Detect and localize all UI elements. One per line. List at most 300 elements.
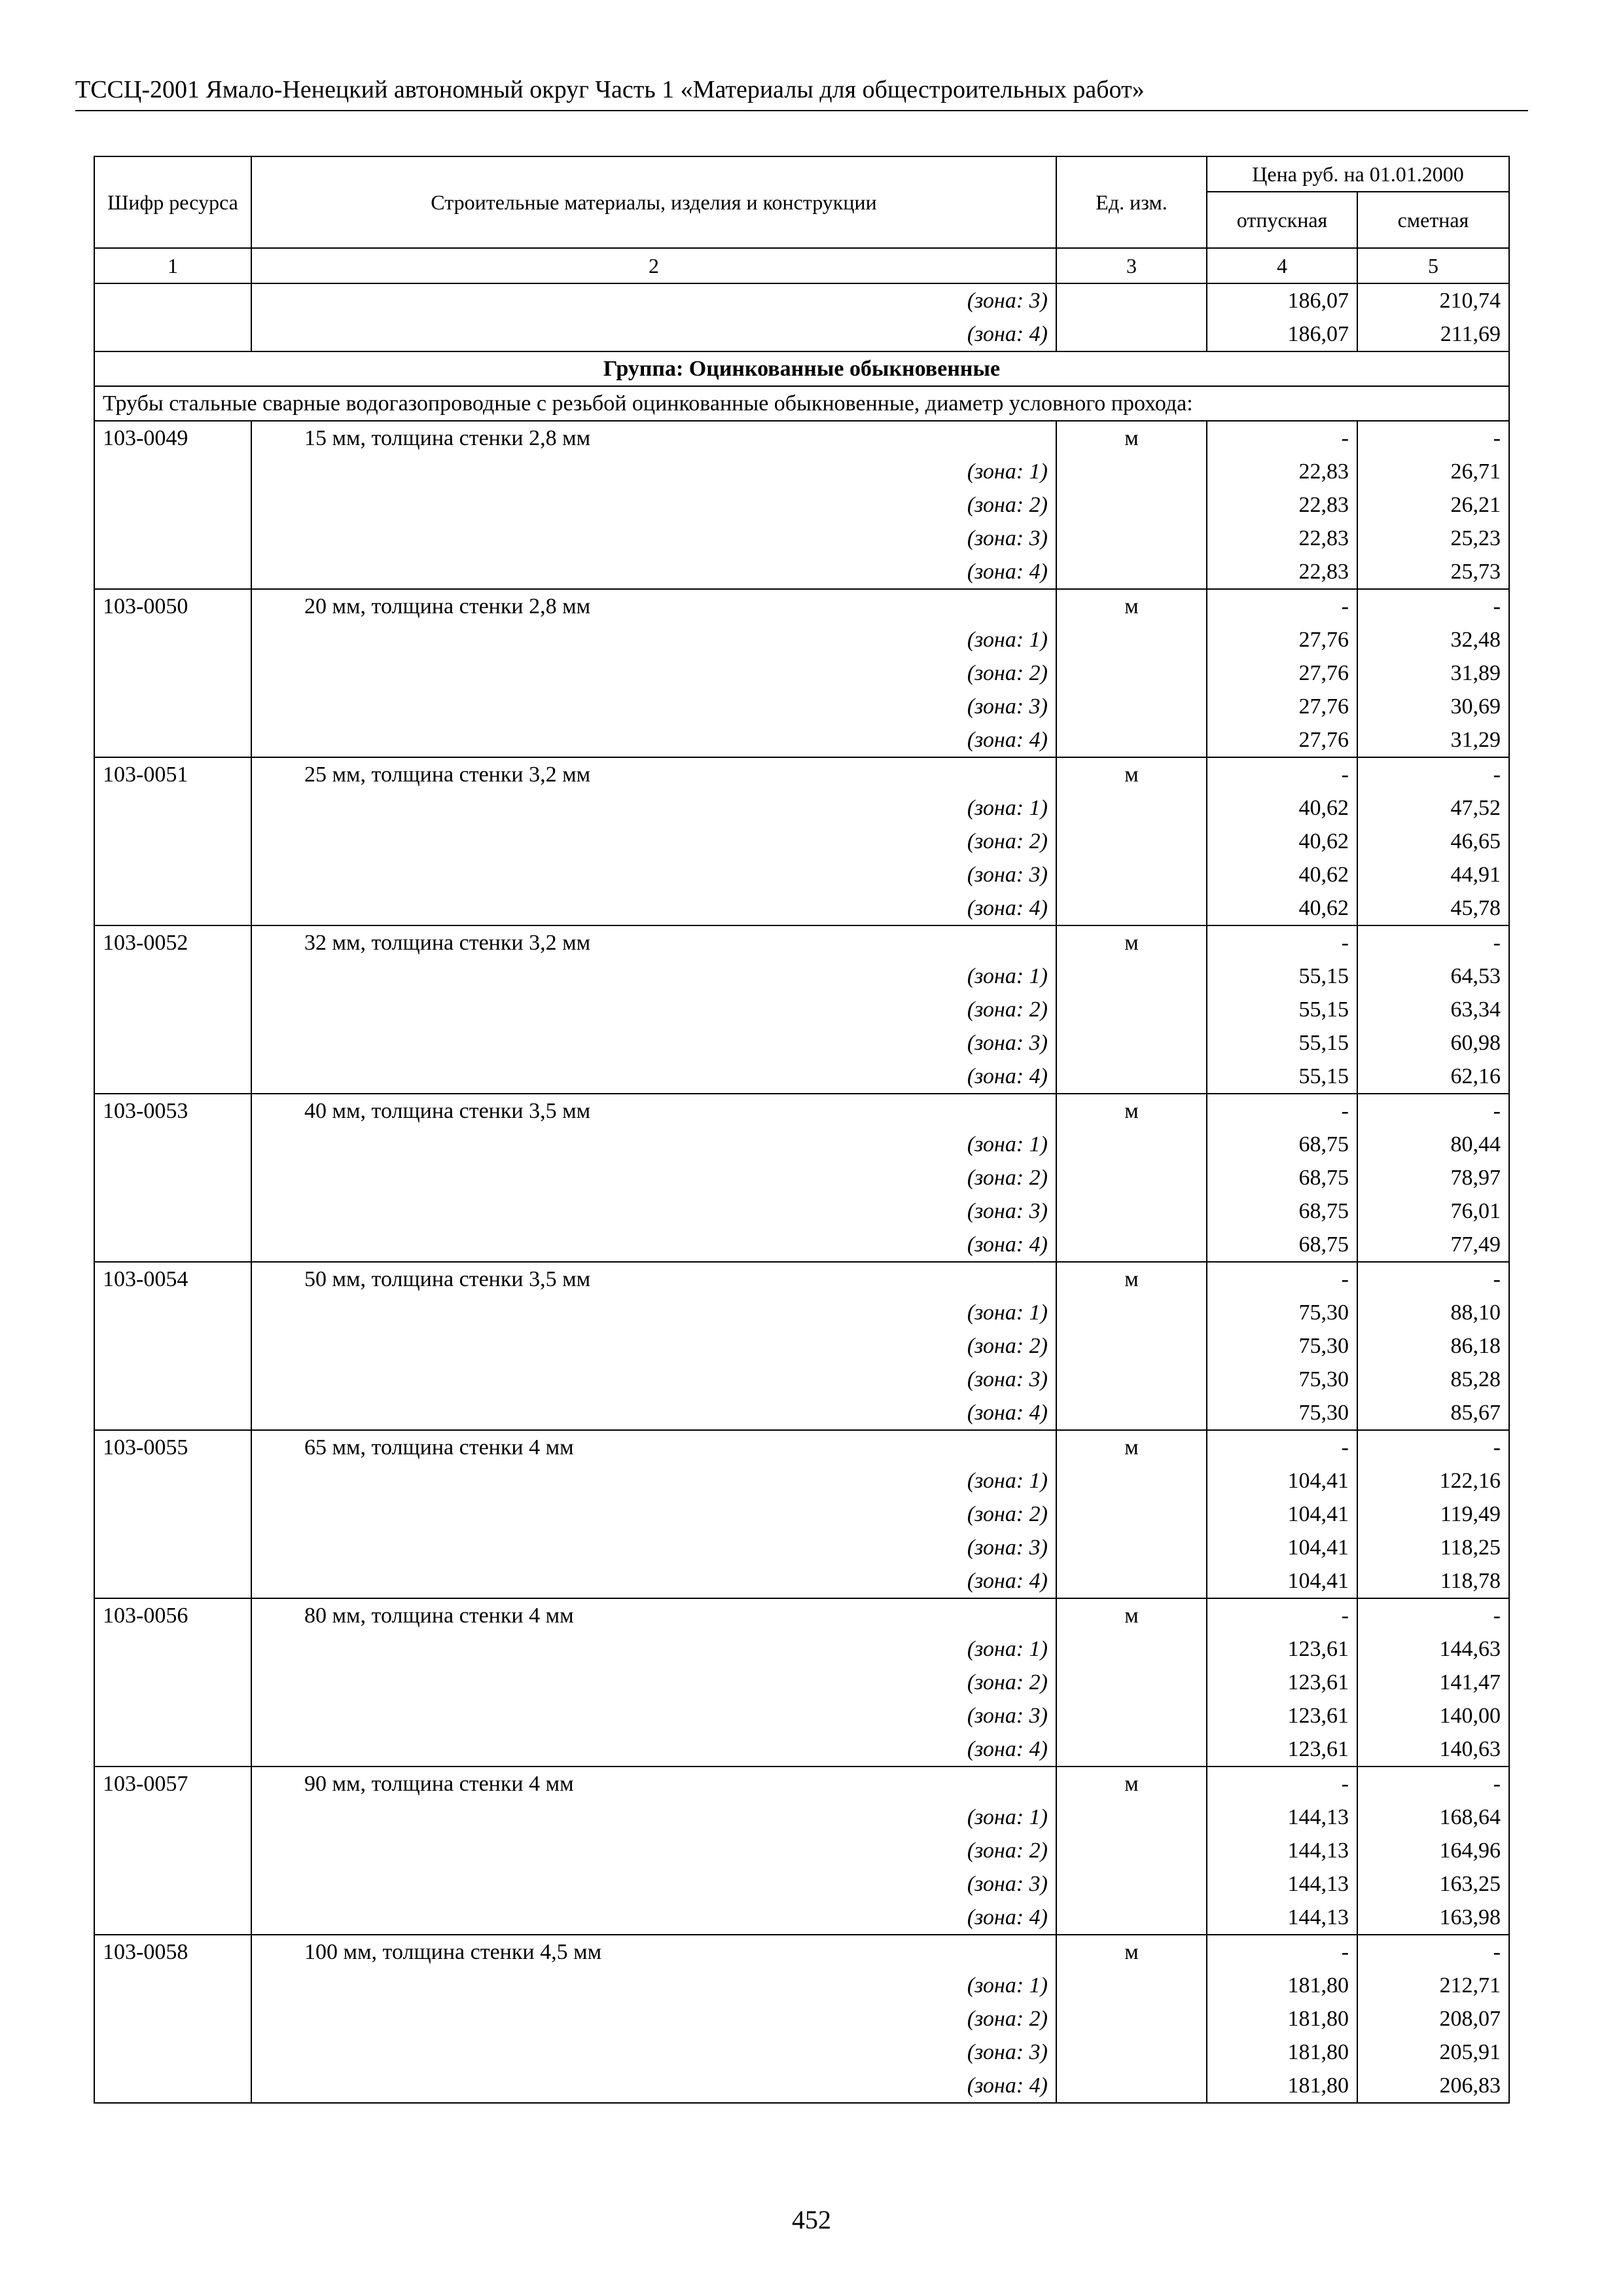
zone-row — [94, 791, 1509, 825]
zone-label: (зона: 1) — [251, 791, 1056, 825]
item-unit: м — [1056, 1262, 1207, 1296]
estimate-price: 118,25 — [1357, 1531, 1509, 1564]
release-price: 181,80 — [1207, 1969, 1357, 2002]
estimate-price: - — [1357, 1430, 1509, 1464]
estimate-price: 31,89 — [1357, 656, 1509, 690]
release-price: 75,30 — [1207, 1363, 1357, 1396]
zone-row — [94, 858, 1509, 891]
code-cell — [94, 2002, 251, 2036]
table-header — [94, 156, 1509, 283]
release-price: 144,13 — [1207, 1901, 1357, 1935]
release-price: - — [1207, 757, 1357, 791]
zone-label: (зона: 2) — [251, 1834, 1056, 1867]
code-cell — [94, 1464, 251, 1498]
release-price: 75,30 — [1207, 1296, 1357, 1329]
unit-cell — [1056, 891, 1207, 925]
release-price: 22,83 — [1207, 555, 1357, 589]
zone-row — [94, 1128, 1509, 1161]
resource-code: 103-0054 — [94, 1262, 251, 1296]
release-price: 144,13 — [1207, 1834, 1357, 1867]
code-cell — [94, 1901, 251, 1935]
code-cell — [94, 825, 251, 858]
unit-cell — [1056, 623, 1207, 656]
code-cell — [94, 1228, 251, 1262]
unit-cell — [1056, 1834, 1207, 1867]
item-unit: м — [1056, 1094, 1207, 1128]
release-price: 123,61 — [1207, 1732, 1357, 1767]
zone-row — [94, 2002, 1509, 2036]
estimate-price: 122,16 — [1357, 1464, 1509, 1498]
item-name: 20 мм, толщина стенки 2,8 мм — [251, 589, 1056, 623]
zone-label: (зона: 4) — [251, 891, 1056, 925]
estimate-price: 76,01 — [1357, 1194, 1509, 1228]
estimate-price: 25,73 — [1357, 555, 1509, 589]
unit-cell — [1056, 1901, 1207, 1935]
zone-row — [94, 2036, 1509, 2069]
release-price: 75,30 — [1207, 1396, 1357, 1430]
zone-row — [94, 891, 1509, 925]
estimate-price: 168,64 — [1357, 1801, 1509, 1834]
code-cell — [94, 960, 251, 993]
release-price: 75,30 — [1207, 1329, 1357, 1363]
unit-cell — [1056, 993, 1207, 1026]
zone-row — [94, 1296, 1509, 1329]
zone-row — [94, 1161, 1509, 1194]
price-table — [94, 156, 1510, 2104]
resource-code: 103-0053 — [94, 1094, 251, 1128]
zone-row — [94, 1834, 1509, 1867]
item-name: 40 мм, толщина стенки 3,5 мм — [251, 1094, 1056, 1128]
item-row — [94, 757, 1509, 791]
estimate-price: - — [1357, 1262, 1509, 1296]
code-cell — [94, 1531, 251, 1564]
code-cell — [94, 1564, 251, 1598]
code-cell — [94, 858, 251, 891]
item-unit: м — [1056, 1935, 1207, 1969]
unit-cell — [1056, 1396, 1207, 1430]
document-header: ТССЦ-2001 Ямало-Ненецкий автономный округ Часть 1 «Материалы для общестроительных работ» — [75, 73, 1528, 111]
estimate-price: 64,53 — [1357, 960, 1509, 993]
item-name: 80 мм, толщина стенки 4 мм — [251, 1598, 1056, 1632]
release-price: 55,15 — [1207, 1026, 1357, 1060]
unit-cell — [1056, 1329, 1207, 1363]
item-name: 25 мм, толщина стенки 3,2 мм — [251, 757, 1056, 791]
release-price: 104,41 — [1207, 1564, 1357, 1598]
column-header-name: Строительные материалы, изделия и конструкции — [251, 156, 1056, 248]
zone-label: (зона: 1) — [251, 1296, 1056, 1329]
estimate-price: - — [1357, 421, 1509, 455]
unit-cell — [1056, 2069, 1207, 2103]
zone-row — [94, 1564, 1509, 1598]
zone-row — [94, 488, 1509, 522]
unit-cell — [1056, 1296, 1207, 1329]
code-cell — [94, 1329, 251, 1363]
group-description-row — [94, 386, 1509, 421]
zone-row — [94, 1732, 1509, 1767]
release-price: 68,75 — [1207, 1161, 1357, 1194]
unit-cell — [1056, 825, 1207, 858]
estimate-price: 80,44 — [1357, 1128, 1509, 1161]
column-header-unit: Ед. изм. — [1056, 156, 1207, 248]
unit-cell — [1056, 723, 1207, 757]
estimate-price: 163,98 — [1357, 1901, 1509, 1935]
zone-label: (зона: 2) — [251, 1329, 1056, 1363]
estimate-price: 26,21 — [1357, 488, 1509, 522]
code-cell — [94, 1161, 251, 1194]
release-price: 186,07 — [1207, 317, 1357, 351]
item-unit: м — [1056, 925, 1207, 960]
release-price: - — [1207, 589, 1357, 623]
code-cell — [94, 283, 251, 317]
column-header-price: Цена руб. на 01.01.2000 — [1207, 156, 1509, 192]
zone-row — [94, 1666, 1509, 1699]
zone-label: (зона: 1) — [251, 1969, 1056, 2002]
zone-label: (зона: 1) — [251, 1128, 1056, 1161]
estimate-price: 88,10 — [1357, 1296, 1509, 1329]
estimate-price: - — [1357, 589, 1509, 623]
zone-row — [94, 656, 1509, 690]
code-cell — [94, 1396, 251, 1430]
zone-row — [94, 555, 1509, 589]
zone-row — [94, 825, 1509, 858]
item-unit: м — [1056, 1430, 1207, 1464]
estimate-price: 118,78 — [1357, 1564, 1509, 1598]
unit-cell — [1056, 2036, 1207, 2069]
code-cell — [94, 1867, 251, 1901]
item-name: 32 мм, толщина стенки 3,2 мм — [251, 925, 1056, 960]
release-price: 22,83 — [1207, 522, 1357, 555]
zone-label: (зона: 4) — [251, 1228, 1056, 1262]
release-price: - — [1207, 421, 1357, 455]
code-cell — [94, 1969, 251, 2002]
zone-label: (зона: 2) — [251, 488, 1056, 522]
resource-code: 103-0049 — [94, 421, 251, 455]
estimate-price: 211,69 — [1357, 317, 1509, 351]
release-price: 55,15 — [1207, 1060, 1357, 1094]
estimate-price: 63,34 — [1357, 993, 1509, 1026]
zone-label: (зона: 3) — [251, 690, 1056, 723]
unit-cell — [1056, 1666, 1207, 1699]
unit-cell — [1056, 1969, 1207, 2002]
zone-label: (зона: 3) — [251, 858, 1056, 891]
zone-label: (зона: 4) — [251, 2069, 1056, 2103]
zone-row — [94, 1464, 1509, 1498]
zone-label: (зона: 2) — [251, 2002, 1056, 2036]
unit-cell — [1056, 555, 1207, 589]
estimate-price: 44,91 — [1357, 858, 1509, 891]
zone-label: (зона: 4) — [251, 317, 1056, 351]
item-unit: м — [1056, 1598, 1207, 1632]
estimate-price: 208,07 — [1357, 2002, 1509, 2036]
unit-cell — [1056, 1867, 1207, 1901]
item-row — [94, 589, 1509, 623]
zone-label: (зона: 2) — [251, 825, 1056, 858]
unit-cell — [1056, 791, 1207, 825]
item-name: 15 мм, толщина стенки 2,8 мм — [251, 421, 1056, 455]
zone-row — [94, 1901, 1509, 1935]
zone-label: (зона: 2) — [251, 1666, 1056, 1699]
estimate-price: 45,78 — [1357, 891, 1509, 925]
code-cell — [94, 2036, 251, 2069]
unit-cell — [1056, 1464, 1207, 1498]
code-cell — [94, 791, 251, 825]
zone-label: (зона: 1) — [251, 455, 1056, 488]
release-price: 68,75 — [1207, 1128, 1357, 1161]
zone-row — [94, 1329, 1509, 1363]
release-price: 40,62 — [1207, 791, 1357, 825]
release-price: 22,83 — [1207, 455, 1357, 488]
release-price: 144,13 — [1207, 1867, 1357, 1901]
zone-row — [94, 993, 1509, 1026]
release-price: 123,61 — [1207, 1632, 1357, 1666]
item-unit: м — [1056, 1767, 1207, 1801]
zone-label: (зона: 2) — [251, 1498, 1056, 1531]
unit-cell — [1056, 1128, 1207, 1161]
release-price: 55,15 — [1207, 993, 1357, 1026]
code-cell — [94, 623, 251, 656]
zone-row — [94, 960, 1509, 993]
zone-row — [94, 1699, 1509, 1732]
zone-label: (зона: 2) — [251, 656, 1056, 690]
zone-row — [94, 723, 1509, 757]
resource-code: 103-0058 — [94, 1935, 251, 1969]
code-cell — [94, 993, 251, 1026]
resource-code: 103-0057 — [94, 1767, 251, 1801]
zone-row — [94, 2069, 1509, 2103]
zone-row — [94, 1969, 1509, 2002]
code-cell — [94, 723, 251, 757]
unit-cell — [1056, 1228, 1207, 1262]
release-price: - — [1207, 1767, 1357, 1801]
estimate-price: 164,96 — [1357, 1834, 1509, 1867]
release-price: 55,15 — [1207, 960, 1357, 993]
estimate-price: 140,00 — [1357, 1699, 1509, 1732]
zone-row — [94, 1060, 1509, 1094]
unit-cell — [1056, 960, 1207, 993]
zone-label: (зона: 3) — [251, 1194, 1056, 1228]
estimate-price: 144,63 — [1357, 1632, 1509, 1666]
zone-label: (зона: 1) — [251, 960, 1056, 993]
code-cell — [94, 1194, 251, 1228]
estimate-price: 119,49 — [1357, 1498, 1509, 1531]
code-cell — [94, 690, 251, 723]
estimate-price: 77,49 — [1357, 1228, 1509, 1262]
release-price: 40,62 — [1207, 825, 1357, 858]
release-price: 22,83 — [1207, 488, 1357, 522]
estimate-price: 46,65 — [1357, 825, 1509, 858]
zone-label: (зона: 4) — [251, 723, 1056, 757]
item-name: 50 мм, толщина стенки 3,5 мм — [251, 1262, 1056, 1296]
code-cell — [94, 2069, 251, 2103]
unit-cell — [1056, 522, 1207, 555]
zone-label: (зона: 4) — [251, 555, 1056, 589]
release-price: 104,41 — [1207, 1464, 1357, 1498]
resource-code: 103-0055 — [94, 1430, 251, 1464]
unit-cell — [1056, 1498, 1207, 1531]
estimate-price: 141,47 — [1357, 1666, 1509, 1699]
code-cell — [94, 1363, 251, 1396]
item-unit: м — [1056, 421, 1207, 455]
code-cell — [94, 522, 251, 555]
group-title: Группа: Оцинкованные обыкновенные — [94, 351, 1509, 386]
release-price: 68,75 — [1207, 1194, 1357, 1228]
release-price: 181,80 — [1207, 2002, 1357, 2036]
page-number: 452 — [792, 2205, 831, 2234]
code-cell — [94, 1732, 251, 1767]
code-cell — [94, 1666, 251, 1699]
code-cell — [94, 1060, 251, 1094]
zone-row — [94, 690, 1509, 723]
zone-label: (зона: 1) — [251, 1464, 1056, 1498]
resource-code: 103-0050 — [94, 589, 251, 623]
item-row — [94, 1598, 1509, 1632]
unit-cell — [1056, 690, 1207, 723]
estimate-price: 210,74 — [1357, 283, 1509, 317]
release-price: - — [1207, 1598, 1357, 1632]
zone-label: (зона: 1) — [251, 1801, 1056, 1834]
release-price: 104,41 — [1207, 1498, 1357, 1531]
code-cell — [94, 1128, 251, 1161]
zone-row — [94, 522, 1509, 555]
estimate-price: 85,28 — [1357, 1363, 1509, 1396]
code-cell — [94, 317, 251, 351]
unit-cell — [1056, 455, 1207, 488]
zone-row — [94, 455, 1509, 488]
column-number: 3 — [1056, 248, 1207, 283]
zone-row — [94, 1801, 1509, 1834]
estimate-price: 206,83 — [1357, 2069, 1509, 2103]
release-price: 186,07 — [1207, 283, 1357, 317]
zone-label: (зона: 3) — [251, 283, 1056, 317]
release-price: 27,76 — [1207, 723, 1357, 757]
zone-label: (зона: 2) — [251, 993, 1056, 1026]
estimate-price: 85,67 — [1357, 1396, 1509, 1430]
release-price: - — [1207, 1262, 1357, 1296]
unit-cell — [1056, 1564, 1207, 1598]
release-price: 123,61 — [1207, 1699, 1357, 1732]
estimate-price: 78,97 — [1357, 1161, 1509, 1194]
code-cell — [94, 1026, 251, 1060]
resource-code: 103-0052 — [94, 925, 251, 960]
estimate-price: 25,23 — [1357, 522, 1509, 555]
estimate-price: - — [1357, 757, 1509, 791]
zone-label: (зона: 3) — [251, 1531, 1056, 1564]
release-price: 27,76 — [1207, 690, 1357, 723]
release-price: 123,61 — [1207, 1666, 1357, 1699]
estimate-price: - — [1357, 925, 1509, 960]
unit-cell — [1056, 656, 1207, 690]
item-row — [94, 1935, 1509, 1969]
zone-label: (зона: 3) — [251, 522, 1056, 555]
resource-code: 103-0051 — [94, 757, 251, 791]
estimate-price: - — [1357, 1094, 1509, 1128]
zone-row — [94, 1498, 1509, 1531]
estimate-price: - — [1357, 1935, 1509, 1969]
release-price: 104,41 — [1207, 1531, 1357, 1564]
item-row — [94, 1262, 1509, 1296]
item-name: 90 мм, толщина стенки 4 мм — [251, 1767, 1056, 1801]
column-number: 5 — [1357, 248, 1509, 283]
item-row — [94, 925, 1509, 960]
estimate-price: 86,18 — [1357, 1329, 1509, 1363]
column-number: 4 — [1207, 248, 1357, 283]
estimate-price: 62,16 — [1357, 1060, 1509, 1094]
column-header-release: отпускная — [1207, 192, 1357, 248]
code-cell — [94, 656, 251, 690]
code-cell — [94, 1296, 251, 1329]
code-cell — [94, 1699, 251, 1732]
code-cell — [94, 1834, 251, 1867]
zone-label: (зона: 4) — [251, 1901, 1056, 1935]
unit-cell — [1056, 317, 1207, 351]
estimate-price: 140,63 — [1357, 1732, 1509, 1767]
release-price: 144,13 — [1207, 1801, 1357, 1834]
column-number: 2 — [251, 248, 1056, 283]
unit-cell — [1056, 283, 1207, 317]
unit-cell — [1056, 1060, 1207, 1094]
item-row — [94, 1767, 1509, 1801]
item-unit: м — [1056, 757, 1207, 791]
group-title-row — [94, 351, 1509, 386]
release-price: 40,62 — [1207, 891, 1357, 925]
estimate-price: 31,29 — [1357, 723, 1509, 757]
estimate-price: - — [1357, 1767, 1509, 1801]
zone-row — [94, 1363, 1509, 1396]
zone-row — [94, 1194, 1509, 1228]
estimate-price: 205,91 — [1357, 2036, 1509, 2069]
item-row — [94, 1430, 1509, 1464]
zone-label: (зона: 3) — [251, 2036, 1056, 2069]
zone-label: (зона: 2) — [251, 1161, 1056, 1194]
release-price: 27,76 — [1207, 656, 1357, 690]
code-cell — [94, 1632, 251, 1666]
table-body — [94, 283, 1509, 2103]
release-price: 181,80 — [1207, 2036, 1357, 2069]
item-row — [94, 1094, 1509, 1128]
unit-cell — [1056, 1531, 1207, 1564]
unit-cell — [1056, 1632, 1207, 1666]
release-price: - — [1207, 925, 1357, 960]
zone-label: (зона: 4) — [251, 1060, 1056, 1094]
release-price: 40,62 — [1207, 858, 1357, 891]
code-cell — [94, 1801, 251, 1834]
zone-row — [94, 1531, 1509, 1564]
release-price: 68,75 — [1207, 1228, 1357, 1262]
unit-cell — [1056, 1363, 1207, 1396]
release-price: - — [1207, 1094, 1357, 1128]
zone-label: (зона: 1) — [251, 1632, 1056, 1666]
zone-label: (зона: 4) — [251, 1396, 1056, 1430]
zone-label: (зона: 3) — [251, 1363, 1056, 1396]
unit-cell — [1056, 1801, 1207, 1834]
estimate-price: 163,25 — [1357, 1867, 1509, 1901]
release-price: 181,80 — [1207, 2069, 1357, 2103]
zone-label: (зона: 3) — [251, 1699, 1056, 1732]
unit-cell — [1056, 858, 1207, 891]
item-unit: м — [1056, 589, 1207, 623]
release-price: 27,76 — [1207, 623, 1357, 656]
code-cell — [94, 455, 251, 488]
estimate-price: 47,52 — [1357, 791, 1509, 825]
unit-cell — [1056, 488, 1207, 522]
release-price: - — [1207, 1430, 1357, 1464]
column-number: 1 — [94, 248, 251, 283]
item-row — [94, 421, 1509, 455]
zone-row — [94, 623, 1509, 656]
zone-label: (зона: 3) — [251, 1026, 1056, 1060]
carry-over-row — [94, 283, 1509, 317]
zone-label: (зона: 3) — [251, 1867, 1056, 1901]
